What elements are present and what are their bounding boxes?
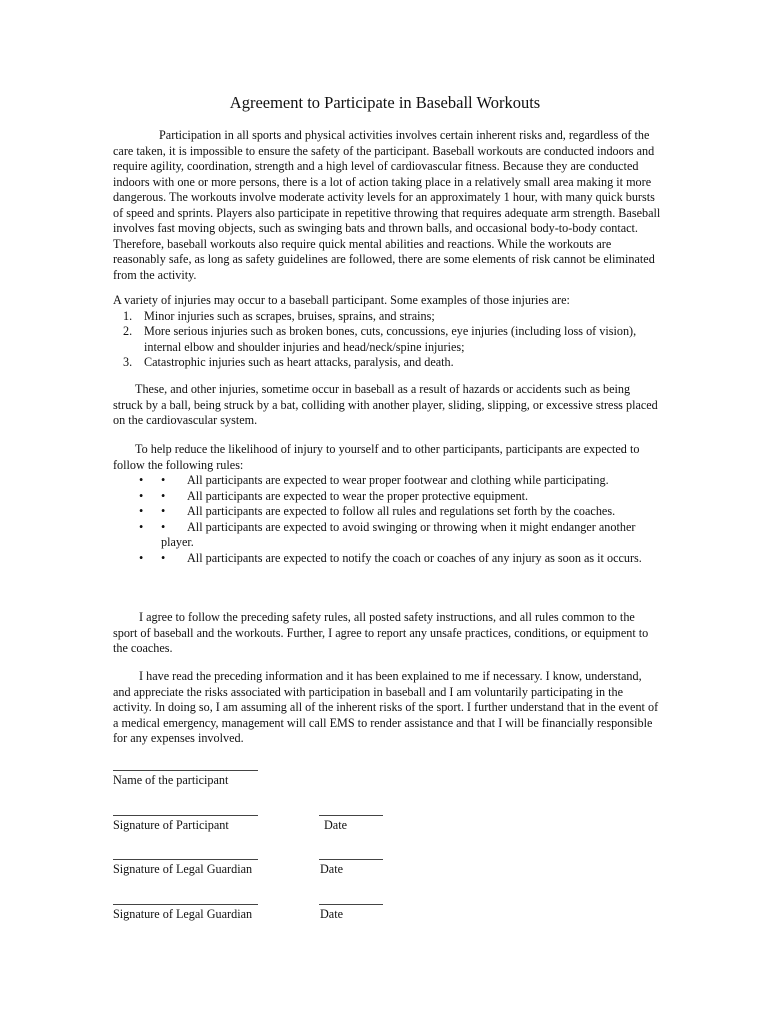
participant-date-label: Date <box>324 818 348 832</box>
injury-number: 1. <box>123 308 133 323</box>
rules-list <box>113 473 661 566</box>
participant-date-line[interactable] <box>319 815 383 816</box>
bullet-icon: • <box>139 473 144 487</box>
rule-item <box>113 504 661 520</box>
injury-number: 3. <box>123 355 133 369</box>
bullet-icon: • <box>161 473 166 487</box>
document-title: Agreement to Participate in Baseball Workouts <box>229 93 541 112</box>
hazards-section <box>113 382 661 429</box>
rule-text: All participants are expected to avoid swinging or throwing when it might endanger another player. <box>161 519 636 549</box>
agree-section <box>113 610 661 657</box>
injury-text: Catastrophic injuries such as heart attacks, paralysis, and death. <box>144 355 454 369</box>
bullet-icon: • <box>139 504 144 518</box>
guardian-signature-label-1: Signature of Legal Guardian <box>113 862 253 876</box>
rule-item <box>113 551 661 567</box>
guardian-date-line-1[interactable] <box>319 859 383 860</box>
rule-text: All participants are expected to wear the proper protective equipment. <box>187 488 529 503</box>
intro-section <box>113 128 661 283</box>
bullet-icon: • <box>161 504 166 518</box>
guardian-date-label-2: Date <box>320 907 344 921</box>
intro-paragraph: Participation in all sports and physical activities involves certain inherent risks and, regardless of the care taken, it is impossible to ensure the safety of the participant. Baseball workouts are conducted indoors and require agility, coordination, strength and a high level of cardiovascular fitness. Because they are conducted indoors with one or more persons, there is a lot of action taking place in a relatively small area making it more dangerous. The workouts involve moderate activity levels for an approximately 1 hour, with many quick bursts of speed and sprints. Players also participate in repetitive throwing that requires adequate arm strength. Baseball involves fast moving objects, such as swinging bats and thrown balls, and occasional body-to-body contact. Therefore, baseball workouts also require quick mental abilities and reactions. While the workouts are reasonably safe, as long as safety guidelines are followed, there are some elements of risk cannot be eliminated from the activity. <box>113 128 661 282</box>
participant-signature-label: Signature of Participant <box>113 818 229 832</box>
injuries-intro: A variety of injuries may occur to a baseball participant. Some examples of those injuries are: <box>113 293 570 307</box>
injury-item <box>113 355 661 371</box>
guardian-signature-line-2[interactable] <box>113 904 258 905</box>
injury-number: 2. <box>123 324 133 338</box>
injury-item <box>113 309 661 325</box>
bullet-icon: • <box>139 519 144 534</box>
participant-name-label: Name of the participant <box>113 773 229 787</box>
bullet-icon: • <box>161 550 166 565</box>
injury-item <box>113 324 661 355</box>
agree-paragraph: I agree to follow the preceding safety rules, all posted safety instructions, and all rules common to the sport of baseball and the workouts. Further, I agree to report any unsafe practices, conditions, or equipment to the coaches. <box>113 610 649 655</box>
acknowledgement-paragraph: I have read the preceding information and it has been explained to me if necessary. I know, understand, and appreciate the risks associated with participation in baseball and I am voluntarily participating in the activity. In doing so, I am assuming all of the inherent risks of the sport. I further understand that in the event of a medical emergency, management will call EMS to render assistance and that I will be financially responsible for any expenses involved. <box>113 669 659 745</box>
bullet-icon: • <box>161 519 166 534</box>
bullet-icon: • <box>161 488 166 503</box>
bullet-icon: • <box>139 550 144 565</box>
injury-text: Minor injuries such as scrapes, bruises, sprains, and strains; <box>144 308 435 323</box>
injury-text: More serious injuries such as broken bones, cuts, concussions, eye injuries (including loss of vision), internal elbow and shoulder injuries and head/neck/spine injuries; <box>144 324 637 354</box>
participant-name-line[interactable] <box>113 770 258 771</box>
guardian-date-line-2[interactable] <box>319 904 383 905</box>
acknowledgement-section <box>113 669 661 747</box>
bullet-icon: • <box>139 488 144 503</box>
rules-intro: To help reduce the likelihood of injury to yourself and to other participants, participants are expected to follow the following rules: <box>113 442 640 472</box>
guardian-signature-label-2: Signature of Legal Guardian <box>113 907 253 921</box>
rule-item <box>113 473 661 489</box>
rule-text: All participants are expected to notify the coach or coaches of any injury as soon as it occurs. <box>187 550 642 565</box>
participant-signature-line[interactable] <box>113 815 258 816</box>
guardian-signature-line-1[interactable] <box>113 859 258 860</box>
rule-text: All participants are expected to follow all rules and regulations set forth by the coaches. <box>187 504 616 518</box>
rule-item <box>113 489 661 505</box>
injuries-section <box>113 293 661 371</box>
rule-item <box>113 520 661 551</box>
rules-section <box>113 442 661 566</box>
rule-text: All participants are expected to wear proper footwear and clothing while participating. <box>187 473 609 487</box>
hazards-paragraph: These, and other injuries, sometime occur in baseball as a result of hazards or accidents such as being struck by a ball, being struck by a bat, colliding with another player, sliding, slipping, or excessive stress placed on the cardiovascular system. <box>113 382 658 427</box>
injuries-list <box>113 309 661 371</box>
guardian-date-label-1: Date <box>320 862 344 876</box>
